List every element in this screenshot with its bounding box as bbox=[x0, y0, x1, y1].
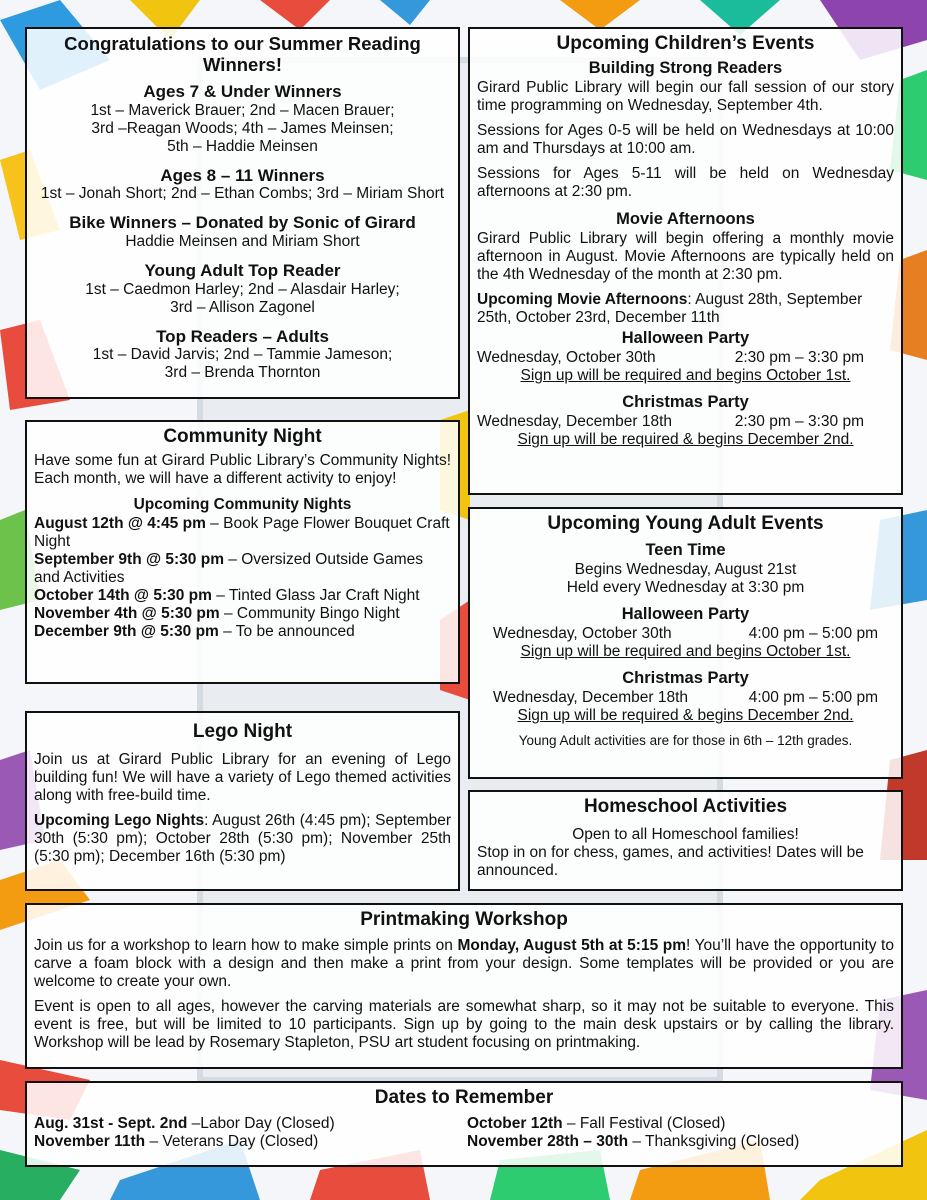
printmaking-paragraph-1 bbox=[34, 937, 894, 991]
dates-right-column bbox=[461, 1115, 894, 1151]
community-upcoming-title: Upcoming Community Nights bbox=[133, 495, 352, 513]
child-christmas-signup: Sign up will be required & begins December 2nd. bbox=[517, 431, 854, 449]
printmaking-title: Printmaking Workshop bbox=[360, 909, 568, 930]
community-night-activity: – Community Bingo Night bbox=[219, 604, 400, 622]
teen-time-title: Teen Time bbox=[645, 541, 726, 560]
lego-upcoming-label: Upcoming Lego Nights bbox=[34, 811, 205, 829]
building-strong-readers-title: Building Strong Readers bbox=[588, 59, 783, 78]
date-labor-day-when: Aug. 31st - Sept. 2nd bbox=[34, 1115, 188, 1133]
community-night-date: December 9th @ 5:30 pm bbox=[34, 622, 219, 640]
young-adult-line-2: 3rd – Allison Zagonel bbox=[170, 298, 315, 316]
printmaking-p1-end: ! You’ll have the opportunity to carve a foam block with a design and then make a print from your design. Some templates will be provided or you are welcome to create your own. bbox=[34, 937, 894, 990]
ages-7-under-title: Ages 7 & Under Winners bbox=[143, 81, 342, 101]
ya-halloween-signup: Sign up will be required and begins October 1st. bbox=[520, 643, 851, 661]
community-night-item bbox=[34, 587, 451, 605]
child-halloween-title: Halloween Party bbox=[621, 328, 750, 347]
community-nights-list bbox=[34, 515, 451, 641]
community-night-activity: – To be announced bbox=[218, 622, 355, 640]
young-adult-reader-title: Young Adult Top Reader bbox=[144, 260, 341, 280]
ages-7-line-3: 5th – Haddie Meinsen bbox=[167, 137, 318, 155]
adult-line-2: 3rd – Brenda Thornton bbox=[164, 364, 321, 382]
dates-left-column bbox=[34, 1115, 461, 1151]
childrens-events-title: Upcoming Children’s Events bbox=[556, 33, 815, 54]
date-veterans-day-when: November 11th bbox=[34, 1133, 146, 1150]
bsr-paragraph-3: Sessions for Ages 5-11 will be held on Wednesday afternoons at 2:30 pm. bbox=[477, 165, 894, 200]
young-adult-events-box bbox=[468, 507, 903, 779]
community-night-activity: – Tinted Glass Jar Craft Night bbox=[211, 586, 420, 604]
summer-reading-title: Congratulations to our Summer Reading Winners! bbox=[64, 33, 421, 76]
ya-christmas-signup: Sign up will be required & begins December 2nd. bbox=[517, 707, 854, 725]
date-thanksgiving-what: – Thanksgiving (Closed) bbox=[628, 1133, 800, 1150]
ya-halloween-date: Wednesday, October 30th bbox=[493, 625, 672, 643]
movie-upcoming-label: Upcoming Movie Afternoons bbox=[477, 291, 688, 308]
child-christmas-row bbox=[477, 413, 894, 431]
lego-night-box bbox=[25, 711, 460, 891]
young-adult-events-title: Upcoming Young Adult Events bbox=[547, 513, 824, 534]
child-halloween-date: Wednesday, October 30th bbox=[477, 349, 656, 367]
lego-night-title: Lego Night bbox=[192, 721, 293, 742]
printmaking-p1-start: Join us for a workshop to learn how to make simple prints on bbox=[34, 937, 458, 955]
ya-halloween-row bbox=[477, 625, 894, 643]
date-fall-festival-what: – Fall Festival (Closed) bbox=[562, 1115, 726, 1133]
ages-8-11-title: Ages 8 – 11 Winners bbox=[160, 165, 325, 185]
child-christmas-date: Wednesday, December 18th bbox=[477, 413, 673, 431]
childrens-events-box bbox=[468, 27, 903, 495]
child-christmas-title: Christmas Party bbox=[622, 393, 749, 411]
movie-afternoons-title: Movie Afternoons bbox=[616, 209, 755, 228]
date-labor-day bbox=[34, 1115, 461, 1133]
lego-paragraph: Join us at Girard Public Library for an evening of Lego building fun! We will have a variety of Lego themed activities along with free-build time. bbox=[34, 751, 451, 804]
date-fall-festival bbox=[467, 1115, 894, 1133]
bsr-paragraph-2: Sessions for Ages 0-5 will be held on Wednesdays at 10:00 am and Thursdays at 10:00 am. bbox=[477, 122, 894, 158]
movie-upcoming-dates: : August 28th, September 25th, October 23rd, December 11th bbox=[477, 291, 863, 326]
adult-readers-title: Top Readers – Adults bbox=[156, 326, 329, 346]
community-night-activity: – Oversized Outside Games and Activities bbox=[34, 550, 423, 586]
child-halloween-row bbox=[477, 349, 894, 367]
child-halloween-signup: Sign up will be required and begins October 1st. bbox=[520, 367, 851, 385]
homeschool-line-1: Open to all Homeschool families! bbox=[572, 826, 799, 844]
movie-upcoming bbox=[477, 291, 894, 327]
lego-upcoming-dates: : August 26th (4:45 pm); September 30th (5:30 pm); October 28th (5:30 pm); November 25th (5:30 pm); December 16th (5:30 pm) bbox=[34, 811, 451, 865]
community-night-box bbox=[25, 420, 460, 684]
adult-line-1: 1st – David Jarvis; 2nd – Tammie Jameson; bbox=[92, 346, 393, 364]
dates-to-remember-box bbox=[25, 1081, 903, 1167]
dates-title: Dates to Remember bbox=[374, 1087, 554, 1108]
date-veterans-day-what: – Veterans Day (Closed) bbox=[145, 1133, 319, 1150]
bsr-paragraph-1: Girard Public Library will begin our fall session of our story time programming on Wednesday, September 4th. bbox=[477, 79, 894, 115]
homeschool-box bbox=[468, 790, 903, 891]
date-labor-day-what: –Labor Day (Closed) bbox=[187, 1115, 335, 1133]
printmaking-paragraph-2: Event is open to all ages, however the carving materials are somewhat sharp, so it may not be suitable to everyone. This event is free, but will be limited to 10 participants. Sign up by going to the main desk upstairs or by calling the library. Workshop will be lead by Rosemary Stapleton, PSU art student focusing on printmaking. bbox=[34, 997, 894, 1051]
community-night-date: August 12th @ 4:45 pm bbox=[34, 514, 206, 532]
community-night-activity: – Book Page Flower Bouquet Craft Night bbox=[34, 514, 450, 550]
movie-paragraph: Girard Public Library will begin offering a monthly movie afternoon in August. Movie Afternoons are typically held on the 4th Wednesday of the month at 2:30 pm. bbox=[477, 230, 894, 284]
date-thanksgiving-when: November 28th – 30th bbox=[467, 1133, 629, 1150]
printmaking-date: Monday, August 5th at 5:15 pm bbox=[457, 937, 686, 955]
ages-7-line-2: 3rd –Reagan Woods; 4th – James Meinsen; bbox=[91, 119, 394, 137]
community-night-title: Community Night bbox=[163, 426, 322, 447]
homeschool-title: Homeschool Activities bbox=[583, 796, 788, 817]
date-veterans-day bbox=[34, 1133, 461, 1151]
ya-christmas-time: 4:00 pm – 5:00 pm bbox=[748, 689, 878, 707]
ya-grades-note: Young Adult activities are for those in 6th – 12th grades. bbox=[518, 733, 853, 749]
young-adult-line-1: 1st – Caedmon Harley; 2nd – Alasdair Harley; bbox=[85, 280, 400, 298]
community-night-item bbox=[34, 623, 451, 641]
bike-winners-title: Bike Winners – Donated by Sonic of Girard bbox=[69, 213, 416, 233]
child-halloween-time: 2:30 pm – 3:30 pm bbox=[734, 349, 864, 367]
ages-7-line-1: 1st – Maverick Brauer; 2nd – Macen Brauer; bbox=[90, 101, 395, 119]
ya-christmas-row bbox=[477, 689, 894, 707]
homeschool-line-2: Stop in on for chess, games, and activities! Dates will be announced. bbox=[477, 844, 864, 879]
community-intro: Have some fun at Girard Public Library’s Community Nights! Each month, we will have a different activity to enjoy! bbox=[34, 452, 451, 487]
ages-8-11-line-1: 1st – Jonah Short; 2nd – Ethan Combs; 3rd – Miriam Short bbox=[40, 185, 445, 203]
date-thanksgiving bbox=[467, 1133, 894, 1151]
community-night-item bbox=[34, 515, 451, 551]
summer-reading-box bbox=[25, 27, 460, 399]
community-night-date: September 9th @ 5:30 pm bbox=[34, 550, 224, 568]
child-christmas-time: 2:30 pm – 3:30 pm bbox=[734, 413, 864, 431]
teen-time-line-1: Begins Wednesday, August 21st bbox=[574, 561, 797, 579]
dates-columns bbox=[34, 1115, 894, 1151]
ya-christmas-title: Christmas Party bbox=[622, 669, 749, 688]
community-night-date: October 14th @ 5:30 pm bbox=[34, 586, 212, 604]
ya-halloween-title: Halloween Party bbox=[621, 605, 750, 624]
teen-time-line-2: Held every Wednesday at 3:30 pm bbox=[566, 579, 805, 597]
community-night-date: November 4th @ 5:30 pm bbox=[34, 604, 220, 622]
ya-halloween-time: 4:00 pm – 5:00 pm bbox=[748, 625, 878, 643]
bike-winners-line-1: Haddie Meinsen and Miriam Short bbox=[125, 232, 360, 250]
community-night-item bbox=[34, 551, 451, 587]
lego-upcoming bbox=[34, 812, 451, 866]
date-fall-festival-when: October 12th bbox=[467, 1115, 563, 1133]
ya-christmas-date: Wednesday, December 18th bbox=[493, 689, 689, 707]
community-night-item bbox=[34, 605, 451, 623]
printmaking-box bbox=[25, 903, 903, 1069]
